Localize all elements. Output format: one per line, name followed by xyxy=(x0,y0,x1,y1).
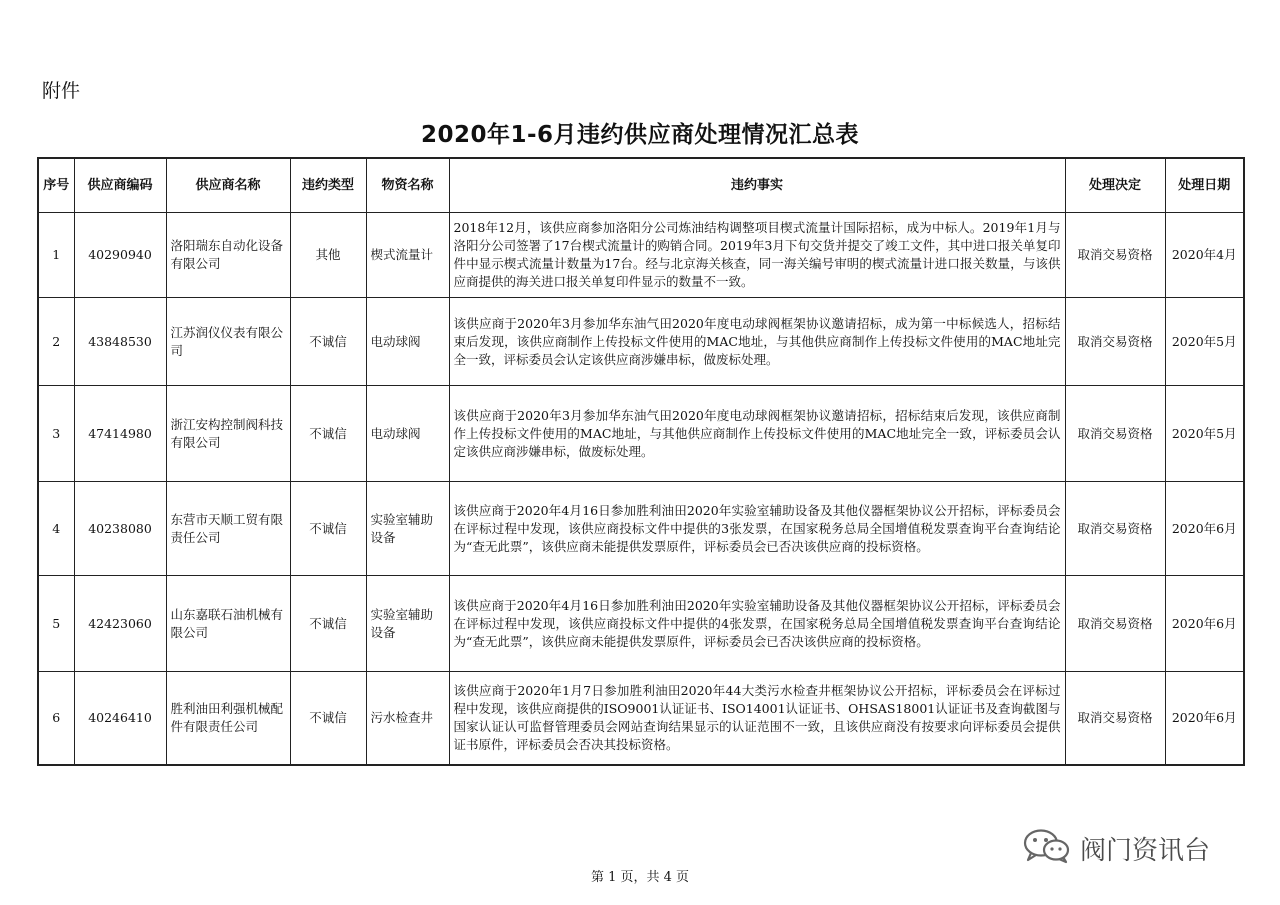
cell-date: 2020年5月 xyxy=(1165,386,1244,482)
header-name: 供应商名称 xyxy=(166,158,290,213)
cell-decision: 取消交易资格 xyxy=(1065,576,1165,672)
cell-decision: 取消交易资格 xyxy=(1065,386,1165,482)
table-row xyxy=(38,213,1244,298)
watermark xyxy=(1022,828,1210,868)
cell-material: 楔式流量计 xyxy=(366,213,449,298)
watermark-text: 阀门资讯台 xyxy=(1080,835,1211,866)
header-type: 违约类型 xyxy=(290,158,366,213)
cell-name: 胜利油田利强机械配件有限责任公司 xyxy=(166,672,290,765)
cell-seq: 6 xyxy=(38,672,74,765)
cell-type: 不诚信 xyxy=(290,576,366,672)
cell-material: 电动球阀 xyxy=(366,386,449,482)
header-date: 处理日期 xyxy=(1165,158,1244,213)
header-material: 物资名称 xyxy=(366,158,449,213)
cell-type: 其他 xyxy=(290,213,366,298)
cell-material: 污水检查井 xyxy=(366,672,449,765)
cell-name: 浙江安构控制阀科技有限公司 xyxy=(166,386,290,482)
cell-name: 山东嘉联石油机械有限公司 xyxy=(166,576,290,672)
cell-date: 2020年6月 xyxy=(1165,576,1244,672)
cell-type: 不诚信 xyxy=(290,386,366,482)
cell-decision: 取消交易资格 xyxy=(1065,213,1165,298)
attachment-label: 附件 xyxy=(42,80,81,102)
table-header-row xyxy=(38,158,1244,213)
header-seq: 序号 xyxy=(38,158,74,213)
cell-decision: 取消交易资格 xyxy=(1065,672,1165,765)
header-code: 供应商编码 xyxy=(74,158,166,213)
cell-seq: 3 xyxy=(38,386,74,482)
cell-fact: 2018年12月，该供应商参加洛阳分公司炼油结构调整项目楔式流量计国际招标，成为中标人。2019年1月与洛阳分公司签署了17台楔式流量计的购销合同。2019年3月下旬交货并提交了竣工文件，其中进口报关单复印件中显示楔式流量计数量为17台。经与北京海关核查，同一海关编号审明的楔式流量计进口报关数量，与该供应商提供的海关进口报关单复印件显示的数量不一致。 xyxy=(449,213,1065,298)
cell-date: 2020年6月 xyxy=(1165,672,1244,765)
cell-code: 40238080 xyxy=(74,482,166,576)
cell-type: 不诚信 xyxy=(290,298,366,386)
cell-fact: 该供应商于2020年4月16日参加胜利油田2020年实验室辅助设备及其他仪器框架协议公开招标，评标委员会在评标过程中发现，该供应商投标文件中提供的3张发票，在国家税务总局全国增值税发票查询平台查询结论为“查无此票”，该供应商未能提供发票原件，评标委员会已否决该供应商的投标资格。 xyxy=(449,482,1065,576)
cell-code: 43848530 xyxy=(74,298,166,386)
table-row xyxy=(38,386,1244,482)
cell-type: 不诚信 xyxy=(290,672,366,765)
cell-date: 2020年5月 xyxy=(1165,298,1244,386)
table-row xyxy=(38,576,1244,672)
violation-table xyxy=(37,157,1245,766)
table-row xyxy=(38,298,1244,386)
header-decision: 处理决定 xyxy=(1065,158,1165,213)
cell-decision: 取消交易资格 xyxy=(1065,482,1165,576)
header-fact: 违约事实 xyxy=(449,158,1065,213)
cell-name: 江苏润仪仪表有限公司 xyxy=(166,298,290,386)
wechat-icon xyxy=(1022,828,1072,868)
cell-date: 2020年4月 xyxy=(1165,213,1244,298)
cell-decision: 取消交易资格 xyxy=(1065,298,1165,386)
cell-fact: 该供应商于2020年3月参加华东油气田2020年度电动球阀框架协议邀请招标，招标结束后发现，该供应商制作上传投标文件使用的MAC地址，与其他供应商制作上传投标文件使用的MAC地址完全一致，评标委员会认定该供应商涉嫌串标，做废标处理。 xyxy=(449,386,1065,482)
cell-name: 洛阳瑞东自动化设备有限公司 xyxy=(166,213,290,298)
cell-material: 实验室辅助设备 xyxy=(366,482,449,576)
table-row xyxy=(38,672,1244,765)
cell-seq: 1 xyxy=(38,213,74,298)
cell-code: 47414980 xyxy=(74,386,166,482)
cell-material: 电动球阀 xyxy=(366,298,449,386)
page-title: 2020年1-6月违约供应商处理情况汇总表 xyxy=(420,122,860,148)
cell-seq: 4 xyxy=(38,482,74,576)
cell-seq: 2 xyxy=(38,298,74,386)
cell-seq: 5 xyxy=(38,576,74,672)
cell-type: 不诚信 xyxy=(290,482,366,576)
cell-fact: 该供应商于2020年4月16日参加胜利油田2020年实验室辅助设备及其他仪器框架协议公开招标，评标委员会在评标过程中发现，该供应商投标文件中提供的4张发票，在国家税务总局全国增值税发票查询平台查询结论为“查无此票”，该供应商未能提供发票原件，评标委员会已否决该供应商的投标资格。 xyxy=(449,576,1065,672)
cell-date: 2020年6月 xyxy=(1165,482,1244,576)
cell-fact: 该供应商于2020年3月参加华东油气田2020年度电动球阀框架协议邀请招标，成为第一中标候选人，招标结束后发现，该供应商制作上传投标文件使用的MAC地址，与其他供应商制作上传投标文件使用的MAC地址完全一致，评标委员会认定该供应商涉嫌串标，做废标处理。 xyxy=(449,298,1065,386)
table-row xyxy=(38,482,1244,576)
page-footer: 第 1 页，共 4 页 xyxy=(590,870,690,885)
cell-material: 实验室辅助设备 xyxy=(366,576,449,672)
cell-code: 40290940 xyxy=(74,213,166,298)
cell-code: 42423060 xyxy=(74,576,166,672)
cell-code: 40246410 xyxy=(74,672,166,765)
cell-fact: 该供应商于2020年1月7日参加胜利油田2020年44大类污水检查井框架协议公开招标，评标委员会在评标过程中发现，该供应商提供的ISO9001认证证书、ISO14001认证证书、OHSAS18001认证证书及查询截图与国家认证认可监督管理委员会网站查询结果显示的认证范围不一致，且该供应商没有按要求向评标委员会提供证书原件，评标委员会否决其投标资格。 xyxy=(449,672,1065,765)
cell-name: 东营市天顺工贸有限责任公司 xyxy=(166,482,290,576)
